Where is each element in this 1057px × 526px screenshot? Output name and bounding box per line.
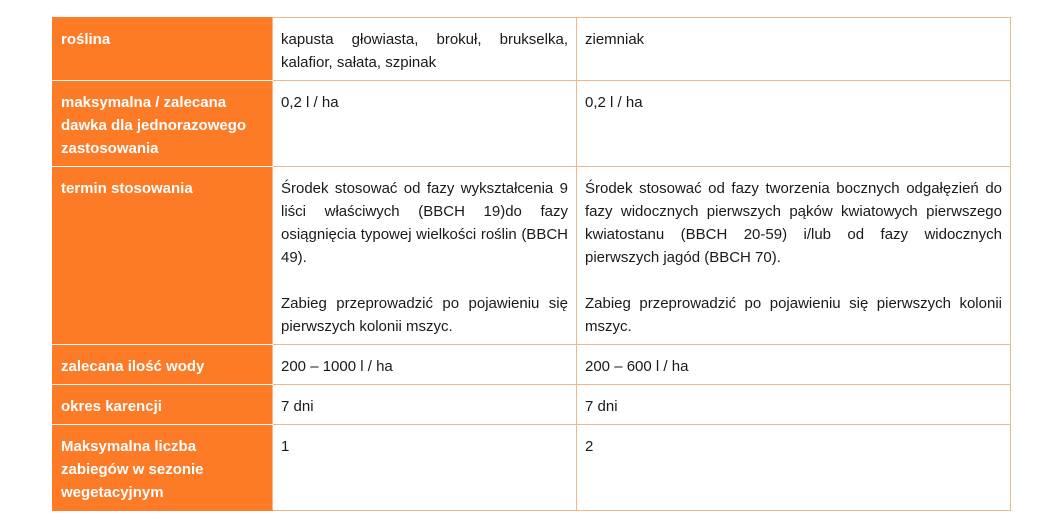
row-label: termin stosowania (53, 167, 273, 345)
cell-text: 7 dni (585, 398, 618, 415)
cell-col2 (577, 18, 1011, 81)
cell-text: 7 dni (281, 398, 314, 415)
cell-text: ziemniak (585, 31, 645, 48)
row-label: okres karencji (53, 385, 273, 425)
cell-text: Zabieg przeprowadzić po pojawieniu się pierwszych kolonii mszyc. (281, 295, 568, 335)
cell-text: kapusta głowiasta, brokuł, brukselka, kalafior, sałata, szpinak (281, 31, 568, 71)
cell-text: 0,2 l / ha (585, 94, 643, 111)
cell-text: 1 (281, 438, 290, 455)
dosage-table (52, 17, 1011, 511)
table-row (53, 18, 1011, 81)
cell-text: Środek stosować od fazy tworzenia bocznych odgałęzień do fazy widocznych pierwszych pąków kwiatowych pierwszego kwiatostanu (BBCH 20-59) i/lub od fazy widocznych pierwszych jagód (BBCH 70). (585, 180, 1002, 266)
cell-col1 (273, 345, 577, 385)
cell-col1 (273, 18, 577, 81)
cell-col1 (273, 81, 577, 167)
cell-text: 2 (585, 438, 594, 455)
cell-text: 200 – 1000 l / ha (281, 358, 393, 375)
table-row (53, 385, 1011, 425)
cell-col2 (577, 385, 1011, 425)
row-label: roślina (53, 18, 273, 81)
table-row (53, 425, 1011, 511)
table-row (53, 345, 1011, 385)
table-row (53, 167, 1011, 345)
cell-text: 0,2 l / ha (281, 94, 339, 111)
cell-col1 (273, 425, 577, 511)
cell-col1 (273, 385, 577, 425)
cell-col2 (577, 425, 1011, 511)
row-label: maksymalna / zalecana dawka dla jednorazowego zastosowania (53, 81, 273, 167)
cell-col2 (577, 345, 1011, 385)
table-row (53, 81, 1011, 167)
cell-col1 (273, 167, 577, 345)
cell-col2 (577, 167, 1011, 345)
cell-col2 (577, 81, 1011, 167)
cell-text: 200 – 600 l / ha (585, 358, 689, 375)
cell-text: Środek stosować od fazy wykształcenia 9 liści właściwych (BBCH 19)do fazy osiągnięcia typowej wielkości roślin (BBCH 49). (281, 180, 568, 266)
cell-text: Zabieg przeprowadzić po pojawieniu się pierwszych kolonii mszyc. (585, 295, 1002, 335)
row-label: zalecana ilość wody (53, 345, 273, 385)
row-label: Maksymalna liczba zabiegów w sezonie wegetacyjnym (53, 425, 273, 511)
